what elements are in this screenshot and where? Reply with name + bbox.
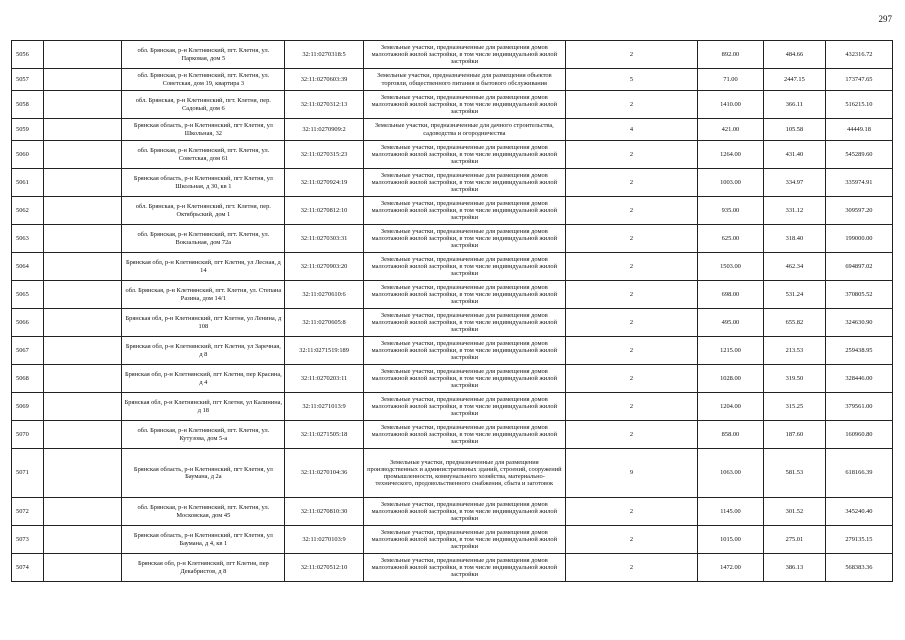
empty-cell xyxy=(43,449,121,498)
table-row xyxy=(12,41,893,69)
empty-cell xyxy=(43,225,121,253)
cadastral-number-cell: 32:11:0270812:10 xyxy=(285,197,363,225)
cadastral-number-cell: 32:11:0270312:13 xyxy=(285,91,363,119)
cadastral-value-cell: 379561.00 xyxy=(825,393,892,421)
specific-value-cell: 655.82 xyxy=(763,309,825,337)
cadastral-number-cell: 32:11:0270603:39 xyxy=(285,69,363,91)
cadastral-value-table xyxy=(11,40,893,582)
area-cell: 1264.00 xyxy=(697,141,763,169)
address-cell: обл. Брянская, р-н Клетнянский, пгт. Клетня, пер. Октябрьский, дом 1 xyxy=(122,197,285,225)
area-cell: 1145.00 xyxy=(697,498,763,526)
use-group-cell: 2 xyxy=(565,337,697,365)
row-number: 5068 xyxy=(12,365,44,393)
specific-value-cell: 2447.15 xyxy=(763,69,825,91)
table-row xyxy=(12,449,893,498)
row-number: 5058 xyxy=(12,91,44,119)
specific-value-cell: 366.11 xyxy=(763,91,825,119)
use-group-cell: 2 xyxy=(565,141,697,169)
cadastral-value-cell: 370805.52 xyxy=(825,281,892,309)
cadastral-number-cell: 32:11:0270512:10 xyxy=(285,554,363,582)
use-group-cell: 2 xyxy=(565,169,697,197)
address-cell: обл. Брянская, р-н Клетнянский, пгт. Клетня, ул. Кутузова, дом 5-а xyxy=(122,421,285,449)
cadastral-value-cell: 44449.18 xyxy=(825,119,892,141)
cadastral-number-cell: 32:11:0270909:2 xyxy=(285,119,363,141)
cadastral-number-cell: 32:11:0270303:31 xyxy=(285,225,363,253)
empty-cell xyxy=(43,253,121,281)
land-use-cell: Земельные участки, предназначенные для размещения домов малоэтажной жилой застройки, в том числе индивидуальной жилой застройки xyxy=(363,337,565,365)
use-group-cell: 2 xyxy=(565,498,697,526)
specific-value-cell: 213.53 xyxy=(763,337,825,365)
area-cell: 625.00 xyxy=(697,225,763,253)
table-row xyxy=(12,91,893,119)
area-cell: 698.00 xyxy=(697,281,763,309)
row-number: 5073 xyxy=(12,526,44,554)
area-cell: 1003.00 xyxy=(697,169,763,197)
land-use-cell: Земельные участки, предназначенные для размещения домов малоэтажной жилой застройки, в том числе индивидуальной жилой застройки xyxy=(363,197,565,225)
page-number: 297 xyxy=(878,14,892,24)
area-cell: 858.00 xyxy=(697,421,763,449)
specific-value-cell: 105.58 xyxy=(763,119,825,141)
address-cell: обл. Брянская, р-н Клетнянский, пгт. Клетня, ул. Советская, дом 61 xyxy=(122,141,285,169)
table-row xyxy=(12,554,893,582)
use-group-cell: 2 xyxy=(565,393,697,421)
row-number: 5060 xyxy=(12,141,44,169)
cadastral-value-cell: 345240.40 xyxy=(825,498,892,526)
row-number: 5064 xyxy=(12,253,44,281)
empty-cell xyxy=(43,526,121,554)
use-group-cell: 4 xyxy=(565,119,697,141)
row-number: 5070 xyxy=(12,421,44,449)
land-use-cell: Земельные участки, предназначенные для размещения домов малоэтажной жилой застройки, в том числе индивидуальной жилой застройки xyxy=(363,253,565,281)
address-cell: Брянская область, р-н Клетнянский, пгт Клетня, ул Баумана, д 2а xyxy=(122,449,285,498)
use-group-cell: 2 xyxy=(565,526,697,554)
land-use-cell: Земельные участки, предназначенные для размещения домов малоэтажной жилой застройки, в том числе индивидуальной жилой застройки xyxy=(363,526,565,554)
area-cell: 71.00 xyxy=(697,69,763,91)
cadastral-number-cell: 32:11:0270924:19 xyxy=(285,169,363,197)
table-row xyxy=(12,526,893,554)
area-cell: 1028.00 xyxy=(697,365,763,393)
land-use-cell: Земельные участки, предназначенные для размещения производственных и административных зданий, строений, сооружений промышленности, коммунального хозяйства, материально-технического, продовольственного снабжения, сбыта и заготовок xyxy=(363,449,565,498)
cadastral-number-cell: 32:11:0270318:5 xyxy=(285,41,363,69)
area-cell: 935.00 xyxy=(697,197,763,225)
address-cell: обл. Брянская, р-н Клетнянский, пгт. Клетня, пер. Садовый, дом 6 xyxy=(122,91,285,119)
address-cell: обл. Брянская, р-н Клетнянский, пгт. Клетня, ул. Московская, дом 45 xyxy=(122,498,285,526)
cadastral-value-cell: 432316.72 xyxy=(825,41,892,69)
row-number: 5059 xyxy=(12,119,44,141)
empty-cell xyxy=(43,69,121,91)
area-cell: 1472.00 xyxy=(697,554,763,582)
land-use-cell: Земельные участки, предназначенные для размещения домов малоэтажной жилой застройки, в том числе индивидуальной жилой застройки xyxy=(363,421,565,449)
table-row xyxy=(12,119,893,141)
use-group-cell: 2 xyxy=(565,91,697,119)
cadastral-value-cell: 259438.95 xyxy=(825,337,892,365)
specific-value-cell: 301.52 xyxy=(763,498,825,526)
empty-cell xyxy=(43,41,121,69)
row-number: 5061 xyxy=(12,169,44,197)
row-number: 5063 xyxy=(12,225,44,253)
table-row xyxy=(12,141,893,169)
address-cell: Брянская область, р-н Клетнянский, пгт Клетня, ул Баумана, д 4, кв 1 xyxy=(122,526,285,554)
row-number: 5074 xyxy=(12,554,44,582)
use-group-cell: 2 xyxy=(565,421,697,449)
empty-cell xyxy=(43,197,121,225)
land-use-cell: Земельные участки, предназначенные для размещения домов малоэтажной жилой застройки, в том числе индивидуальной жилой застройки xyxy=(363,365,565,393)
address-cell: Брянская обл, р-н Клетнянский, пгт Клетня, ул Лесная, д 14 xyxy=(122,253,285,281)
address-cell: обл. Брянская, р-н Клетнянский, пгт. Клетня, ул. Парковая, дом 5 xyxy=(122,41,285,69)
specific-value-cell: 318.40 xyxy=(763,225,825,253)
table-row xyxy=(12,169,893,197)
address-cell: обл. Брянская, р-н Клетнянский, пгт. Клетня, ул. Советская, дом 19, квартира 3 xyxy=(122,69,285,91)
table-body xyxy=(12,41,893,582)
cadastral-number-cell: 32:11:0270605:8 xyxy=(285,309,363,337)
use-group-cell: 5 xyxy=(565,69,697,91)
specific-value-cell: 275.01 xyxy=(763,526,825,554)
use-group-cell: 2 xyxy=(565,197,697,225)
land-use-cell: Земельные участки, предназначенные для дачного строительства, садоводства и огородничества xyxy=(363,119,565,141)
cadastral-number-cell: 32:11:0271519:189 xyxy=(285,337,363,365)
area-cell: 1410.00 xyxy=(697,91,763,119)
land-use-cell: Земельные участки, предназначенные для размещения домов малоэтажной жилой застройки, в том числе индивидуальной жилой застройки xyxy=(363,281,565,309)
cadastral-number-cell: 32:11:0271013:9 xyxy=(285,393,363,421)
row-number: 5069 xyxy=(12,393,44,421)
empty-cell xyxy=(43,365,121,393)
land-use-cell: Земельные участки, предназначенные для размещения домов малоэтажной жилой застройки, в том числе индивидуальной жилой застройки xyxy=(363,41,565,69)
area-cell: 1204.00 xyxy=(697,393,763,421)
address-cell: Брянская обл, р-н Клетнянский, пгт Клетня, пер Красина, д 4 xyxy=(122,365,285,393)
specific-value-cell: 484.66 xyxy=(763,41,825,69)
cadastral-number-cell: 32:11:0270810:30 xyxy=(285,498,363,526)
row-number: 5056 xyxy=(12,41,44,69)
address-cell: Брянская обл, р-н Клетнянский, пгт Клетня, ул Калинина, д 18 xyxy=(122,393,285,421)
table-row xyxy=(12,225,893,253)
use-group-cell: 9 xyxy=(565,449,697,498)
cadastral-number-cell: 32:11:0270610:6 xyxy=(285,281,363,309)
area-cell: 1063.00 xyxy=(697,449,763,498)
area-cell: 1503.00 xyxy=(697,253,763,281)
address-cell: Брянская обл, р-н Клетнянский, пгт Клетня, пер Декабристов, д 8 xyxy=(122,554,285,582)
specific-value-cell: 331.12 xyxy=(763,197,825,225)
use-group-cell: 2 xyxy=(565,41,697,69)
row-number: 5062 xyxy=(12,197,44,225)
row-number: 5071 xyxy=(12,449,44,498)
land-use-cell: Земельные участки, предназначенные для размещения домов малоэтажной жилой застройки, в том числе индивидуальной жилой застройки xyxy=(363,91,565,119)
empty-cell xyxy=(43,421,121,449)
specific-value-cell: 315.25 xyxy=(763,393,825,421)
use-group-cell: 2 xyxy=(565,554,697,582)
address-cell: Брянская область, р-н Клетнянский, пгт Клетня, ул Школьная, д 30, кв 1 xyxy=(122,169,285,197)
area-cell: 495.00 xyxy=(697,309,763,337)
area-cell: 421.00 xyxy=(697,119,763,141)
empty-cell xyxy=(43,119,121,141)
use-group-cell: 2 xyxy=(565,365,697,393)
area-cell: 1015.00 xyxy=(697,526,763,554)
specific-value-cell: 431.40 xyxy=(763,141,825,169)
cadastral-value-cell: 335974.91 xyxy=(825,169,892,197)
row-number: 5067 xyxy=(12,337,44,365)
address-cell: Брянская обл, р-н Клетнянский, пгт Клетня, ул Ленина, д 108 xyxy=(122,309,285,337)
cadastral-value-cell: 173747.65 xyxy=(825,69,892,91)
cadastral-number-cell: 32:11:0270103:9 xyxy=(285,526,363,554)
cadastral-value-cell: 324630.90 xyxy=(825,309,892,337)
specific-value-cell: 531.24 xyxy=(763,281,825,309)
specific-value-cell: 386.13 xyxy=(763,554,825,582)
cadastral-number-cell: 32:11:0270903:20 xyxy=(285,253,363,281)
row-number: 5065 xyxy=(12,281,44,309)
table-row xyxy=(12,69,893,91)
cadastral-value-cell: 694897.02 xyxy=(825,253,892,281)
table-row xyxy=(12,498,893,526)
empty-cell xyxy=(43,393,121,421)
cadastral-number-cell: 32:11:0270315:23 xyxy=(285,141,363,169)
cadastral-number-cell: 32:11:0270104:36 xyxy=(285,449,363,498)
use-group-cell: 2 xyxy=(565,253,697,281)
land-use-cell: Земельные участки, предназначенные для размещения домов малоэтажной жилой застройки, в том числе индивидуальной жилой застройки xyxy=(363,169,565,197)
specific-value-cell: 187.60 xyxy=(763,421,825,449)
cadastral-value-cell: 309597.20 xyxy=(825,197,892,225)
empty-cell xyxy=(43,498,121,526)
address-cell: обл. Брянская, р-н Клетнянский, пгт. Клетня, ул. Вокзальная, дом 72а xyxy=(122,225,285,253)
land-use-cell: Земельные участки, предназначенные для размещения домов малоэтажной жилой застройки, в том числе индивидуальной жилой застройки xyxy=(363,554,565,582)
empty-cell xyxy=(43,281,121,309)
cadastral-value-cell: 618166.39 xyxy=(825,449,892,498)
cadastral-value-cell: 545289.60 xyxy=(825,141,892,169)
land-use-cell: Земельные участки, предназначенные для размещения домов малоэтажной жилой застройки, в том числе индивидуальной жилой застройки xyxy=(363,141,565,169)
table-row xyxy=(12,421,893,449)
cadastral-value-cell: 160960.80 xyxy=(825,421,892,449)
address-cell: Брянская обл, р-н Клетнянский, пгт Клетня, ул Заречная, д 8 xyxy=(122,337,285,365)
table-row xyxy=(12,309,893,337)
empty-cell xyxy=(43,309,121,337)
specific-value-cell: 462.34 xyxy=(763,253,825,281)
land-use-cell: Земельные участки, предназначенные для размещения домов малоэтажной жилой застройки, в том числе индивидуальной жилой застройки xyxy=(363,393,565,421)
cadastral-value-cell: 199000.00 xyxy=(825,225,892,253)
table-row xyxy=(12,281,893,309)
specific-value-cell: 334.97 xyxy=(763,169,825,197)
empty-cell xyxy=(43,91,121,119)
land-use-cell: Земельные участки, предназначенные для размещения домов малоэтажной жилой застройки, в том числе индивидуальной жилой застройки xyxy=(363,498,565,526)
empty-cell xyxy=(43,337,121,365)
specific-value-cell: 581.53 xyxy=(763,449,825,498)
use-group-cell: 2 xyxy=(565,309,697,337)
empty-cell xyxy=(43,169,121,197)
address-cell: обл. Брянская, р-н Клетнянский, пгт. Клетня, ул. Степана Разина, дом 14/1 xyxy=(122,281,285,309)
cadastral-value-cell: 328446.00 xyxy=(825,365,892,393)
address-cell: Брянская область, р-н Клетнянский, пгт Клетня, ул Школьная, 32 xyxy=(122,119,285,141)
area-cell: 892.00 xyxy=(697,41,763,69)
table-row xyxy=(12,393,893,421)
specific-value-cell: 319.50 xyxy=(763,365,825,393)
area-cell: 1215.00 xyxy=(697,337,763,365)
use-group-cell: 2 xyxy=(565,225,697,253)
cadastral-value-cell: 279135.15 xyxy=(825,526,892,554)
row-number: 5057 xyxy=(12,69,44,91)
empty-cell xyxy=(43,554,121,582)
use-group-cell: 2 xyxy=(565,281,697,309)
row-number: 5072 xyxy=(12,498,44,526)
empty-cell xyxy=(43,141,121,169)
row-number: 5066 xyxy=(12,309,44,337)
cadastral-value-cell: 568383.36 xyxy=(825,554,892,582)
table-row xyxy=(12,197,893,225)
land-use-cell: Земельные участки, предназначенные для размещения домов малоэтажной жилой застройки, в том числе индивидуальной жилой застройки xyxy=(363,309,565,337)
cadastral-number-cell: 32:11:0271505:18 xyxy=(285,421,363,449)
land-use-cell: Земельные участки, предназначенные для размещения объектов торговли, общественного питания и бытового обслуживания xyxy=(363,69,565,91)
table-row xyxy=(12,365,893,393)
land-use-cell: Земельные участки, предназначенные для размещения домов малоэтажной жилой застройки, в том числе индивидуальной жилой застройки xyxy=(363,225,565,253)
table-row xyxy=(12,253,893,281)
cadastral-number-cell: 32:11:0270203:11 xyxy=(285,365,363,393)
cadastral-value-cell: 516215.10 xyxy=(825,91,892,119)
table-row xyxy=(12,337,893,365)
